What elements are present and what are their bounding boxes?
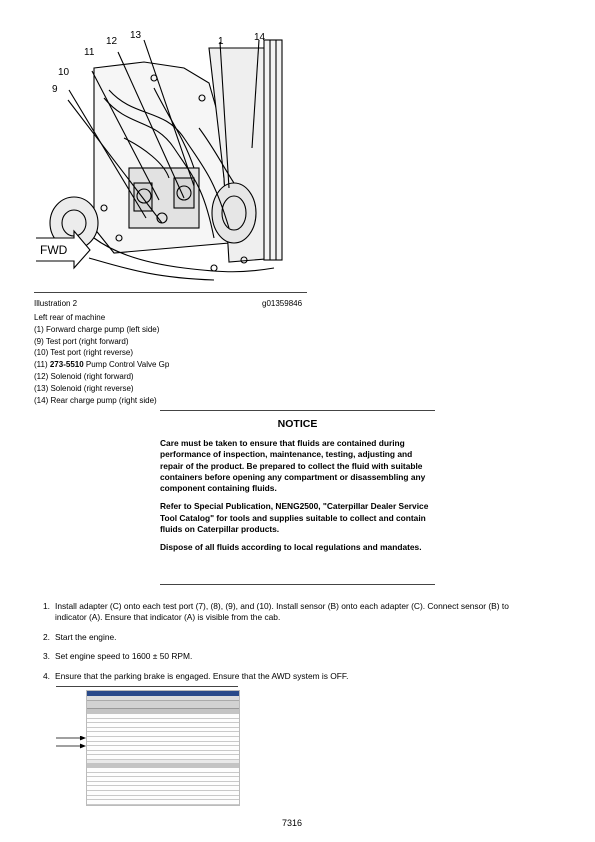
- figure-divider: [34, 292, 307, 293]
- legend-item: (12) Solenoid (right forward): [34, 371, 134, 381]
- callout-9: 9: [52, 84, 58, 95]
- screenshot-selected-row: [87, 805, 239, 806]
- legend-item: (1) Forward charge pump (left side): [34, 324, 160, 334]
- callout-14: 14: [254, 32, 266, 43]
- illustration-label: Illustration 2: [34, 299, 78, 308]
- step-number: 4.: [43, 671, 50, 681]
- notice-paragraph: Dispose of all fluids according to local regulations and mandates.: [160, 542, 422, 553]
- legend-prefix: (11): [34, 360, 50, 370]
- notice-title: NOTICE: [277, 418, 318, 430]
- callout-10: 10: [58, 67, 70, 78]
- callout-11: 11: [84, 47, 95, 58]
- legend-item: (9) Test port (right forward): [34, 336, 129, 346]
- legend-item: (14) Rear charge pump (right side): [34, 395, 157, 405]
- part-number-link[interactable]: 273-5510: [49, 360, 84, 370]
- step-text: Start the engine.: [55, 632, 117, 642]
- callout-13: 13: [130, 30, 142, 41]
- step-3: [34, 651, 564, 663]
- notice-bottom-rule: [160, 584, 435, 585]
- step-text: Install adapter (C) onto each test port (7), (8), (9), and (10). Install sensor (B) onto each adapter (C). Connect sensor (B) to: [55, 601, 509, 611]
- legend-caption: Left rear of machine: [34, 313, 106, 322]
- callout-12: 12: [106, 36, 118, 47]
- step-number: 2.: [43, 632, 50, 642]
- notice-top-rule: [160, 410, 435, 411]
- screenshot-toolbar: [87, 701, 239, 709]
- step-4: [34, 671, 564, 683]
- step-number: 1.: [43, 601, 50, 611]
- screenshot-arrows: [56, 736, 88, 750]
- callout-1: 1: [218, 36, 224, 47]
- notice-paragraph: Care must be taken to ensure that fluids are contained during performance of inspection, maintenance, testing, adjusting and repair of the product. Be prepared to collect the fluid with suitable containers before opening any compartment or disassembling any component containing fluids.: [160, 438, 426, 494]
- illustration-code: g01359846: [262, 299, 303, 308]
- notice-body: [160, 438, 435, 561]
- service-tool-screenshot: [86, 690, 240, 806]
- page-number: 7316: [282, 818, 303, 828]
- legend-suffix: Pump Control Valve Gp: [83, 360, 170, 370]
- illustration-2-figure: [34, 28, 304, 290]
- legend-item: [34, 359, 304, 371]
- step-number: 3.: [43, 651, 50, 661]
- step-2: [34, 632, 564, 644]
- legend-item: (13) Solenoid (right reverse): [34, 383, 134, 393]
- screenshot-top-rule: [56, 686, 238, 687]
- step-text: Ensure that the parking brake is engaged. Ensure that the AWD system is OFF.: [55, 671, 349, 681]
- illustration-legend: [34, 312, 304, 406]
- step-text: Set engine speed to 1600 ± 50 RPM.: [55, 651, 193, 661]
- hydraulic-pump-drawing: [34, 28, 304, 290]
- notice-paragraph: Refer to Special Publication, NENG2500, "Caterpillar Dealer Service Tool Catalog" for tools and supplies suitable to collect and contain fluids on Caterpillar products.: [160, 501, 429, 535]
- step-1: [34, 601, 564, 625]
- step-text-continued: indicator (A). Ensure that indicator (A) is visible from the cab.: [55, 612, 281, 622]
- fwd-label: FWD: [40, 243, 68, 257]
- legend-item: (10) Test port (right reverse): [34, 348, 133, 358]
